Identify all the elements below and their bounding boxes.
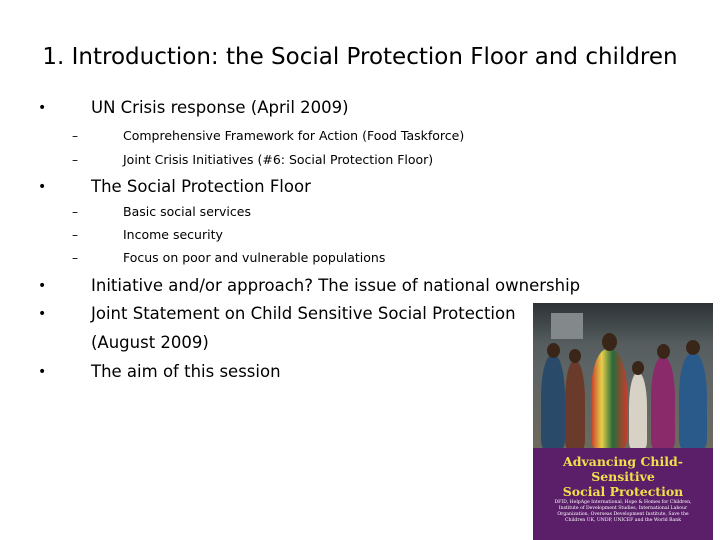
dash-glyph: – xyxy=(72,228,78,242)
bullet-glyph: • xyxy=(38,306,47,322)
cover-title-line: Advancing Child-Sensitive xyxy=(563,454,683,484)
dash-glyph: – xyxy=(72,205,78,219)
bullet-social-protection-floor: The Social Protection Floor xyxy=(91,177,311,196)
bullet-joint-statement-date: (August 2009) xyxy=(91,333,209,352)
bullet-aim-of-session: The aim of this session xyxy=(91,362,281,381)
dash-glyph: – xyxy=(72,153,78,167)
sub-income-security: Income security xyxy=(123,227,223,242)
bullet-joint-statement: Joint Statement on Child Sensitive Social Protection xyxy=(91,304,516,323)
report-cover-image xyxy=(533,303,713,540)
bullet-glyph: • xyxy=(38,278,47,294)
sub-focus-on-poor: Focus on poor and vulnerable populations xyxy=(123,250,386,265)
dash-glyph: – xyxy=(72,129,78,143)
bullet-initiative-approach: Initiative and/or approach? The issue of national ownership xyxy=(91,276,581,295)
bullet-glyph: • xyxy=(38,100,47,116)
bullet-glyph: • xyxy=(38,179,47,195)
dash-glyph: – xyxy=(72,251,78,265)
sub-comprehensive-framework: Comprehensive Framework for Action (Food Taskforce) xyxy=(123,128,465,143)
sub-basic-social-services: Basic social services xyxy=(123,204,251,219)
slide-title: 1. Introduction: the Social Protection Floor and children xyxy=(42,44,678,70)
bullet-un-crisis-response: UN Crisis response (April 2009) xyxy=(91,98,349,117)
sub-joint-crisis-initiatives: Joint Crisis Initiatives (#6: Social Protection Floor) xyxy=(123,152,434,167)
cover-credits: DFID, HelpAge International, Hope & Homes for Children, Institute of Development Studies, International Labour Organization, Overseas Development Institute, Save the Children UK, UNDP, UNICEF and the World Bank xyxy=(554,500,692,523)
cover-photo xyxy=(533,303,713,448)
cover-title-line: Social Protection xyxy=(562,484,684,499)
bullet-glyph: • xyxy=(38,364,47,380)
cover-title xyxy=(533,454,713,499)
